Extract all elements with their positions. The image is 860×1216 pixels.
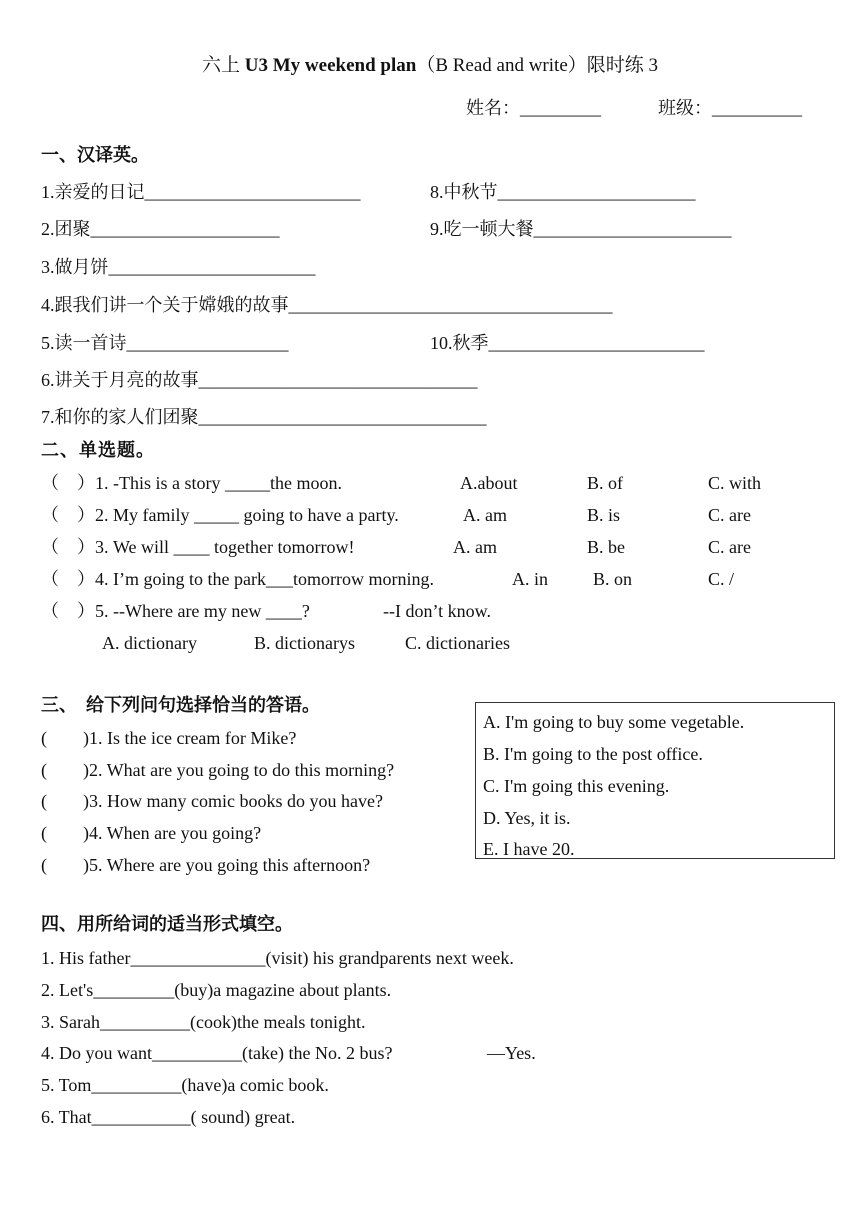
title-unit: U3 My weekend plan <box>244 55 417 76</box>
s2-q2-option-a: A. am <box>463 505 507 525</box>
s1-item-8[interactable]: 8.中秋节______________________ <box>430 182 696 202</box>
s3-answer-e: E. I have 20. <box>483 839 575 859</box>
s1-item-7[interactable]: 7.和你的家人们团聚________________________________ <box>41 407 487 427</box>
section-3-heading: 三、 给下列问句选择恰当的答语。 <box>41 695 320 715</box>
s2-q4-option-a: A. in <box>512 569 548 589</box>
s2-q2-option-b: B. is <box>587 505 621 525</box>
s2-q1-option-a: A.about <box>460 473 518 493</box>
s4-item-5[interactable]: 5. Tom__________(have)a comic book. <box>41 1075 329 1095</box>
s1-item-5[interactable]: 5.读一首诗__________________ <box>41 333 289 353</box>
s4-item-6[interactable]: 6. That___________( sound) great. <box>41 1107 296 1127</box>
s2-q4-option-b: B. on <box>593 569 633 589</box>
s1-item-4[interactable]: 4.跟我们讲一个关于嫦娥的故事____________________________________ <box>41 295 613 315</box>
s3-q3[interactable]: ( )3. How many comic books do you have? <box>41 791 383 811</box>
s2-q5-stem[interactable]: （ ）5. --Where are my new ____? <box>41 601 310 621</box>
s2-q5-option-c: C. dictionaries <box>405 633 510 653</box>
s4-item-3[interactable]: 3. Sarah__________(cook)the meals tonight. <box>41 1012 366 1032</box>
class-field[interactable]: 班级：__________ <box>658 98 802 118</box>
s4-item-2[interactable]: 2. Let's_________(buy)a magazine about plants. <box>41 980 392 1000</box>
s1-item-2[interactable]: 2.团聚_____________________ <box>41 219 280 239</box>
s3-q4[interactable]: ( )4. When are you going? <box>41 823 262 843</box>
s2-q3-option-c: C. are <box>708 537 751 557</box>
s1-item-10[interactable]: 10.秋季________________________ <box>430 333 705 353</box>
section-4-heading: 四、用所给词的适当形式填空。 <box>41 914 293 934</box>
s1-item-9[interactable]: 9.吃一顿大餐______________________ <box>430 219 732 239</box>
s2-q2-option-c: C. are <box>708 505 751 525</box>
s2-q1-option-b: B. of <box>587 473 623 493</box>
s2-q5-option-b: B. dictionarys <box>254 633 355 653</box>
s4-item-1[interactable]: 1. His father_______________(visit) his grandparents next week. <box>41 948 514 968</box>
s2-q3-option-a: A. am <box>453 537 497 557</box>
s1-item-1[interactable]: 1.亲爱的日记________________________ <box>41 182 361 202</box>
s2-q4-option-c: C. / <box>708 569 735 589</box>
s4-item-4[interactable]: 4. Do you want__________(take) the No. 2 bus? <box>41 1043 393 1063</box>
s3-answer-d: D. Yes, it is. <box>483 808 571 828</box>
s1-item-6[interactable]: 6.讲关于月亮的故事_______________________________ <box>41 370 478 390</box>
s2-q3-option-b: B. be <box>587 537 625 557</box>
s2-q5-reply: --I don’t know. <box>383 601 491 621</box>
s3-answer-a: A. I'm going to buy some vegetable. <box>483 712 745 732</box>
s4-item-4-reply: —Yes. <box>487 1043 536 1063</box>
s1-item-3[interactable]: 3.做月饼_______________________ <box>41 257 316 277</box>
s3-answer-b: B. I'm going to the post office. <box>483 744 703 764</box>
section-1-heading: 一、汉译英。 <box>41 145 149 165</box>
s3-answer-c: C. I'm going this evening. <box>483 776 670 796</box>
s3-q1[interactable]: ( )1. Is the ice cream for Mike? <box>41 728 297 748</box>
page-title <box>0 56 860 75</box>
s3-q5[interactable]: ( )5. Where are you going this afternoon? <box>41 855 371 875</box>
title-subtitle: （B Read and write）限时练 3 <box>416 55 658 76</box>
section-2-heading: 二、单选题。 <box>41 440 155 460</box>
s2-q3-stem[interactable]: （ ）3. We will ____ together tomorrow! <box>41 537 355 557</box>
s2-q1-stem[interactable]: （ ）1. -This is a story _____the moon. <box>41 473 342 493</box>
title-grade: 六上 <box>202 55 245 76</box>
s2-q5-option-a: A. dictionary <box>102 633 197 653</box>
s2-q1-option-c: C. with <box>708 473 762 493</box>
s2-q4-stem[interactable]: （ ）4. I’m going to the park___tomorrow morning. <box>41 569 434 589</box>
s2-q2-stem[interactable]: （ ）2. My family _____ going to have a party. <box>41 505 399 525</box>
s3-q2[interactable]: ( )2. What are you going to do this morning? <box>41 760 395 780</box>
name-field[interactable]: 姓名：_________ <box>466 98 601 118</box>
